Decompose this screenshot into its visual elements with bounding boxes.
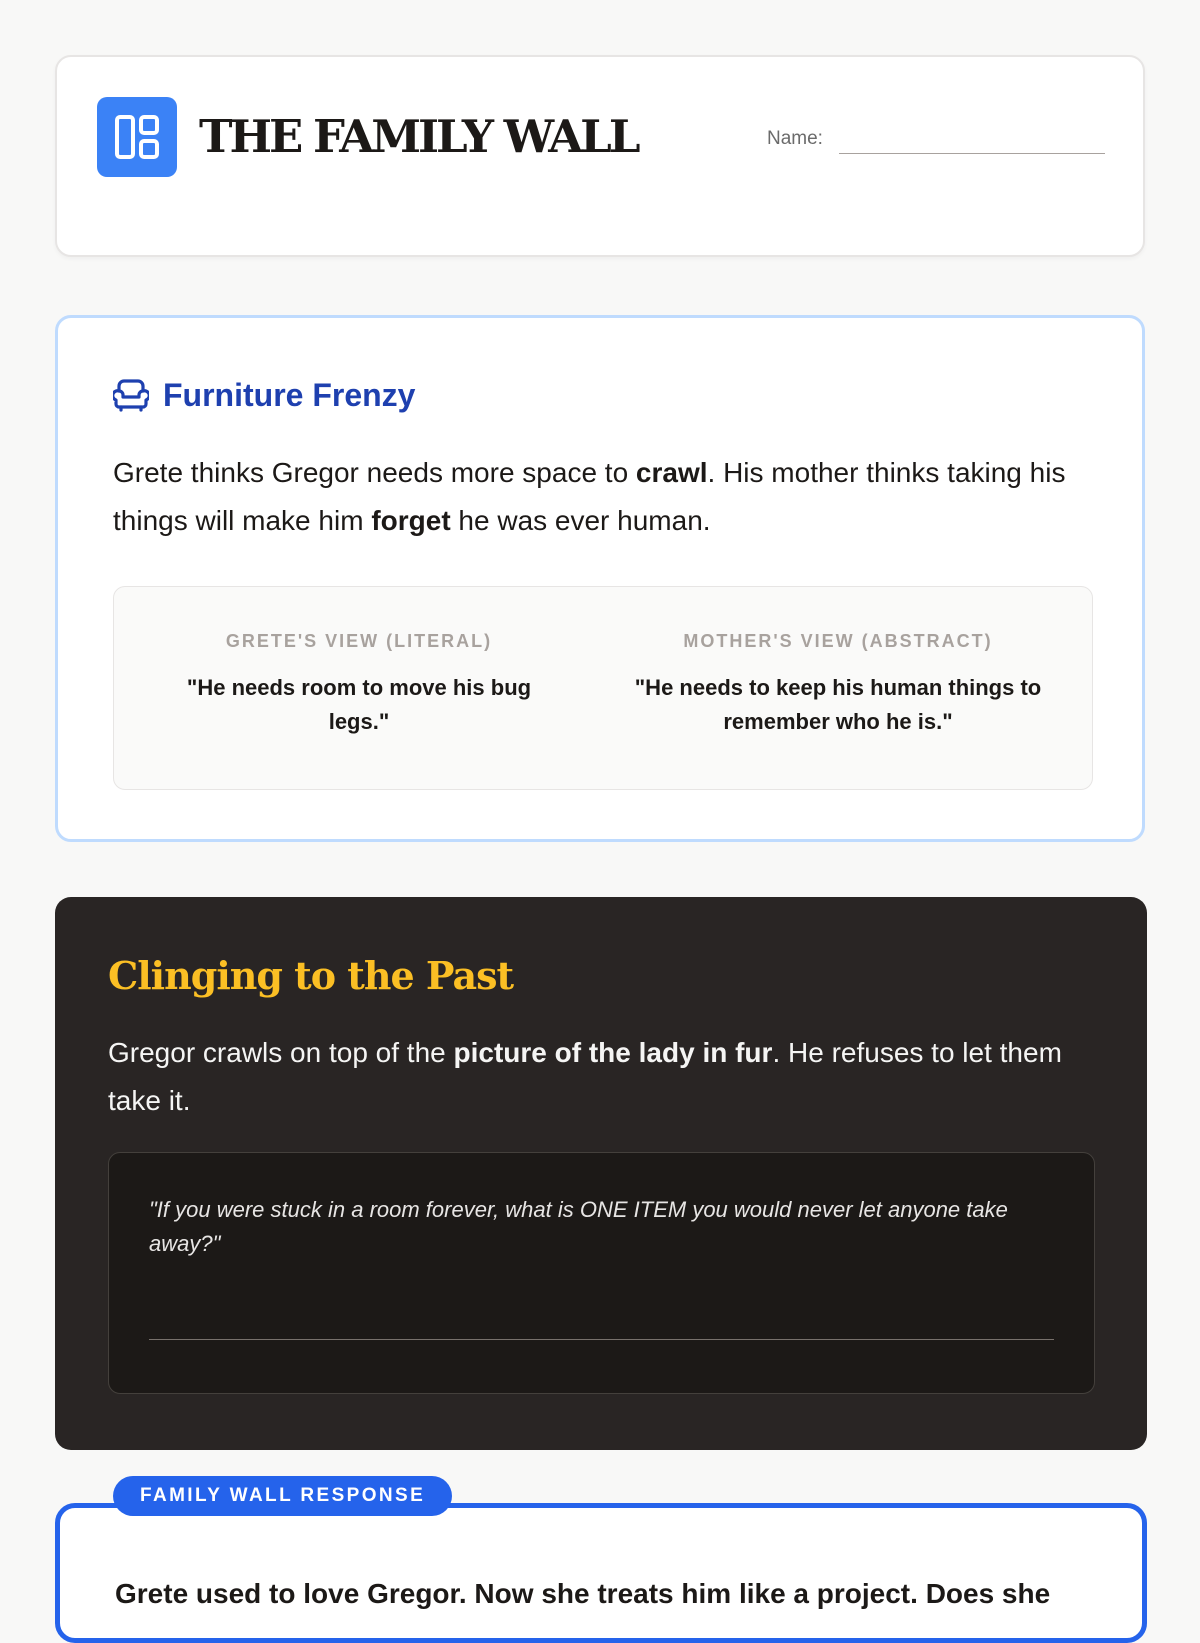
body-text: . His mother thinks taking his things will make him	[113, 457, 1066, 536]
mother-view-quote: "He needs to keep his human things to remember who he is."	[634, 675, 1042, 734]
logo	[97, 97, 177, 177]
furniture-frenzy-text	[113, 449, 1088, 545]
furniture-frenzy-heading	[113, 375, 415, 415]
emphasis-crawl: crawl	[635, 457, 708, 488]
mother-view	[626, 629, 1050, 739]
grete-view-quote: "He needs room to move his bug legs."	[186, 675, 532, 734]
furniture-frenzy-card	[55, 315, 1145, 842]
views-comparison	[113, 586, 1093, 790]
clinging-card	[55, 897, 1147, 1450]
emphasis-picture: picture of the lady in fur	[453, 1037, 773, 1068]
response-card	[55, 1503, 1147, 1643]
body-text: Grete thinks Gregor needs more space to	[113, 457, 636, 488]
furniture-frenzy-title: Furniture Frenzy	[163, 377, 416, 413]
clinging-text	[108, 1029, 1088, 1125]
body-text: he was ever human.	[450, 505, 711, 536]
response-badge: FAMILY WALL RESPONSE	[113, 1476, 452, 1516]
mother-view-title: MOTHER'S VIEW (ABSTRACT)	[683, 631, 993, 651]
clinging-title: Clinging to the Past	[108, 953, 514, 998]
page-title: THE FAMILY WALL	[199, 110, 638, 163]
response-question: Grete used to love Gregor. Now she treats him like a project. Does she	[115, 1578, 1051, 1609]
body-text: . He refuses to let them take it.	[108, 1037, 1062, 1116]
answer-line[interactable]	[149, 1339, 1054, 1340]
name-field[interactable]	[839, 153, 1105, 154]
armchair-icon	[113, 378, 149, 412]
prompt-box	[108, 1152, 1095, 1394]
name-label: Name:	[767, 128, 823, 149]
grete-view	[154, 629, 564, 739]
layout-dashboard-icon	[113, 113, 161, 161]
body-text: Gregor crawls on top of the	[108, 1037, 454, 1068]
header-card	[55, 55, 1145, 257]
grete-view-title: GRETE'S VIEW (LITERAL)	[225, 631, 493, 651]
prompt-question: "If you were stuck in a room forever, what is ONE ITEM you would never let anyone take away?"	[149, 1197, 1008, 1256]
emphasis-forget: forget	[371, 505, 451, 536]
